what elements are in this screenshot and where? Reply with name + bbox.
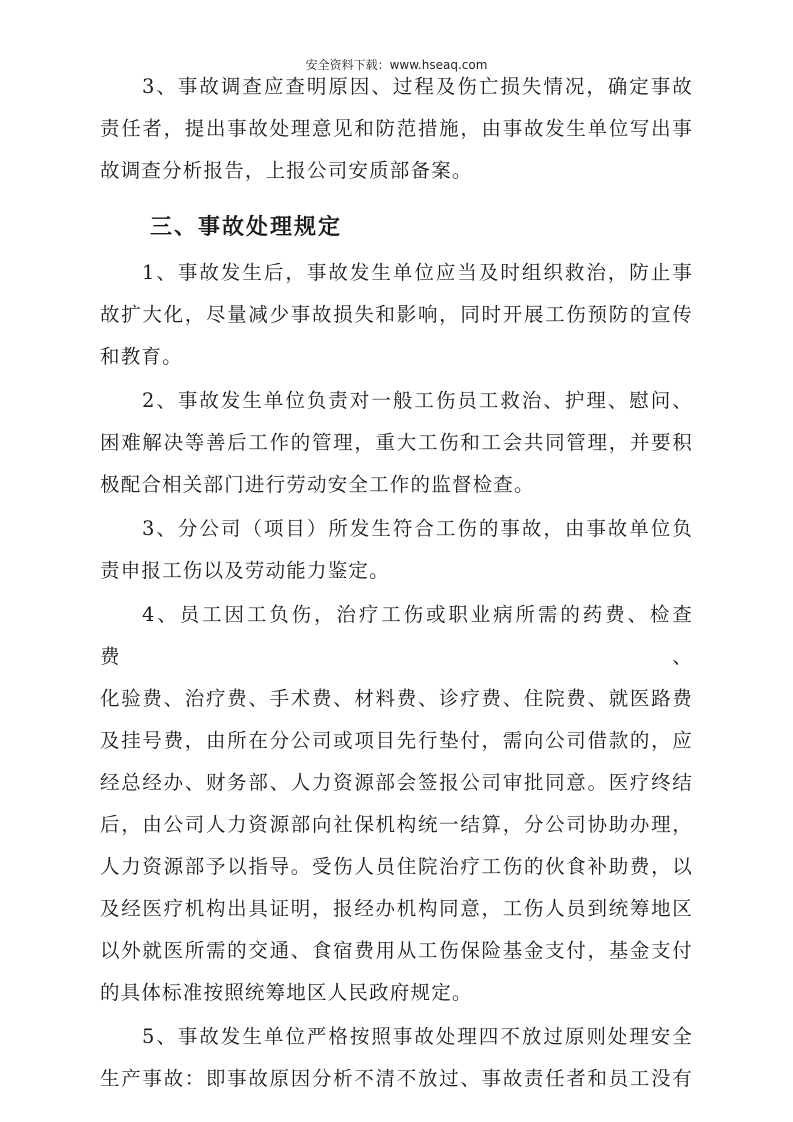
- section-title: 三、事故处理规定: [150, 214, 343, 240]
- text-line: 及经医疗机构出具证明，报经办机构同意，工伤人员到统筹地区: [100, 897, 693, 920]
- text-line: 后，由公司人力资源部向社保机构统一结算，分公司协助办理，: [100, 813, 693, 836]
- text-line: 的具体标准按照统筹地区人民政府规定。: [100, 981, 473, 1004]
- text-line: 困难解决等善后工作的管理，重大工伤和工会共同管理，并要积: [100, 431, 693, 454]
- text-line: 经总经办、财务部、人力资源部会签报公司审批同意。医疗终结: [100, 771, 693, 794]
- text-line: 和教育。: [100, 345, 183, 368]
- paragraph-item-4: [100, 594, 693, 1014]
- document-body: [100, 66, 693, 1100]
- text-line: 生产事故：即事故原因分析不清不放过、事故责任者和员工没有: [100, 1067, 693, 1090]
- paragraph-item-5: [100, 1016, 693, 1100]
- text-line: 3、事故调查应查明原因、过程及伤亡损失情况，确定事故: [142, 75, 693, 98]
- text-line: 责任者，提出事故处理意见和防范措施，由事故发生单位写出事: [100, 117, 693, 140]
- text-line: 4、员工因工负伤，治疗工伤或职业病所需的药费、检查费、: [100, 603, 693, 668]
- text-line: 故扩大化，尽量减少事故损失和影响，同时开展工伤预防的宣传: [100, 303, 693, 326]
- text-line: 3、分公司（项目）所发生符合工伤的事故，由事故单位负: [142, 517, 693, 540]
- text-line: 故调查分析报告，上报公司安质部备案。: [100, 159, 473, 182]
- text-line: 2、事故发生单位负责对一般工伤员工救治、护理、慰问、: [142, 389, 693, 412]
- text-line: 人力资源部予以指导。受伤人员住院治疗工伤的伙食补助费，以: [100, 855, 693, 878]
- paragraph-investigation: [100, 66, 693, 192]
- text-line: 以外就医所需的交通、食宿费用从工伤保险基金支付，基金支付: [100, 939, 693, 962]
- paragraph-item-1: [100, 252, 693, 378]
- text-line: 5、事故发生单位严格按照事故处理四不放过原则处理安全: [142, 1025, 693, 1048]
- text-line: 及挂号费，由所在分公司或项目先行垫付，需向公司借款的，应: [100, 729, 693, 752]
- paragraph-item-2: [100, 380, 693, 506]
- text-line: 1、事故发生后，事故发生单位应当及时组织救治，防止事: [142, 261, 693, 284]
- text-line: 化验费、治疗费、手术费、材料费、诊疗费、住院费、就医路费: [100, 687, 693, 710]
- paragraph-item-3: [100, 508, 693, 592]
- text-line: 极配合相关部门进行劳动安全工作的监督检查。: [100, 473, 535, 496]
- text-line: 责申报工伤以及劳动能力鉴定。: [100, 559, 390, 582]
- page-header: 安全资料下载：www.hseaq.com: [305, 58, 488, 72]
